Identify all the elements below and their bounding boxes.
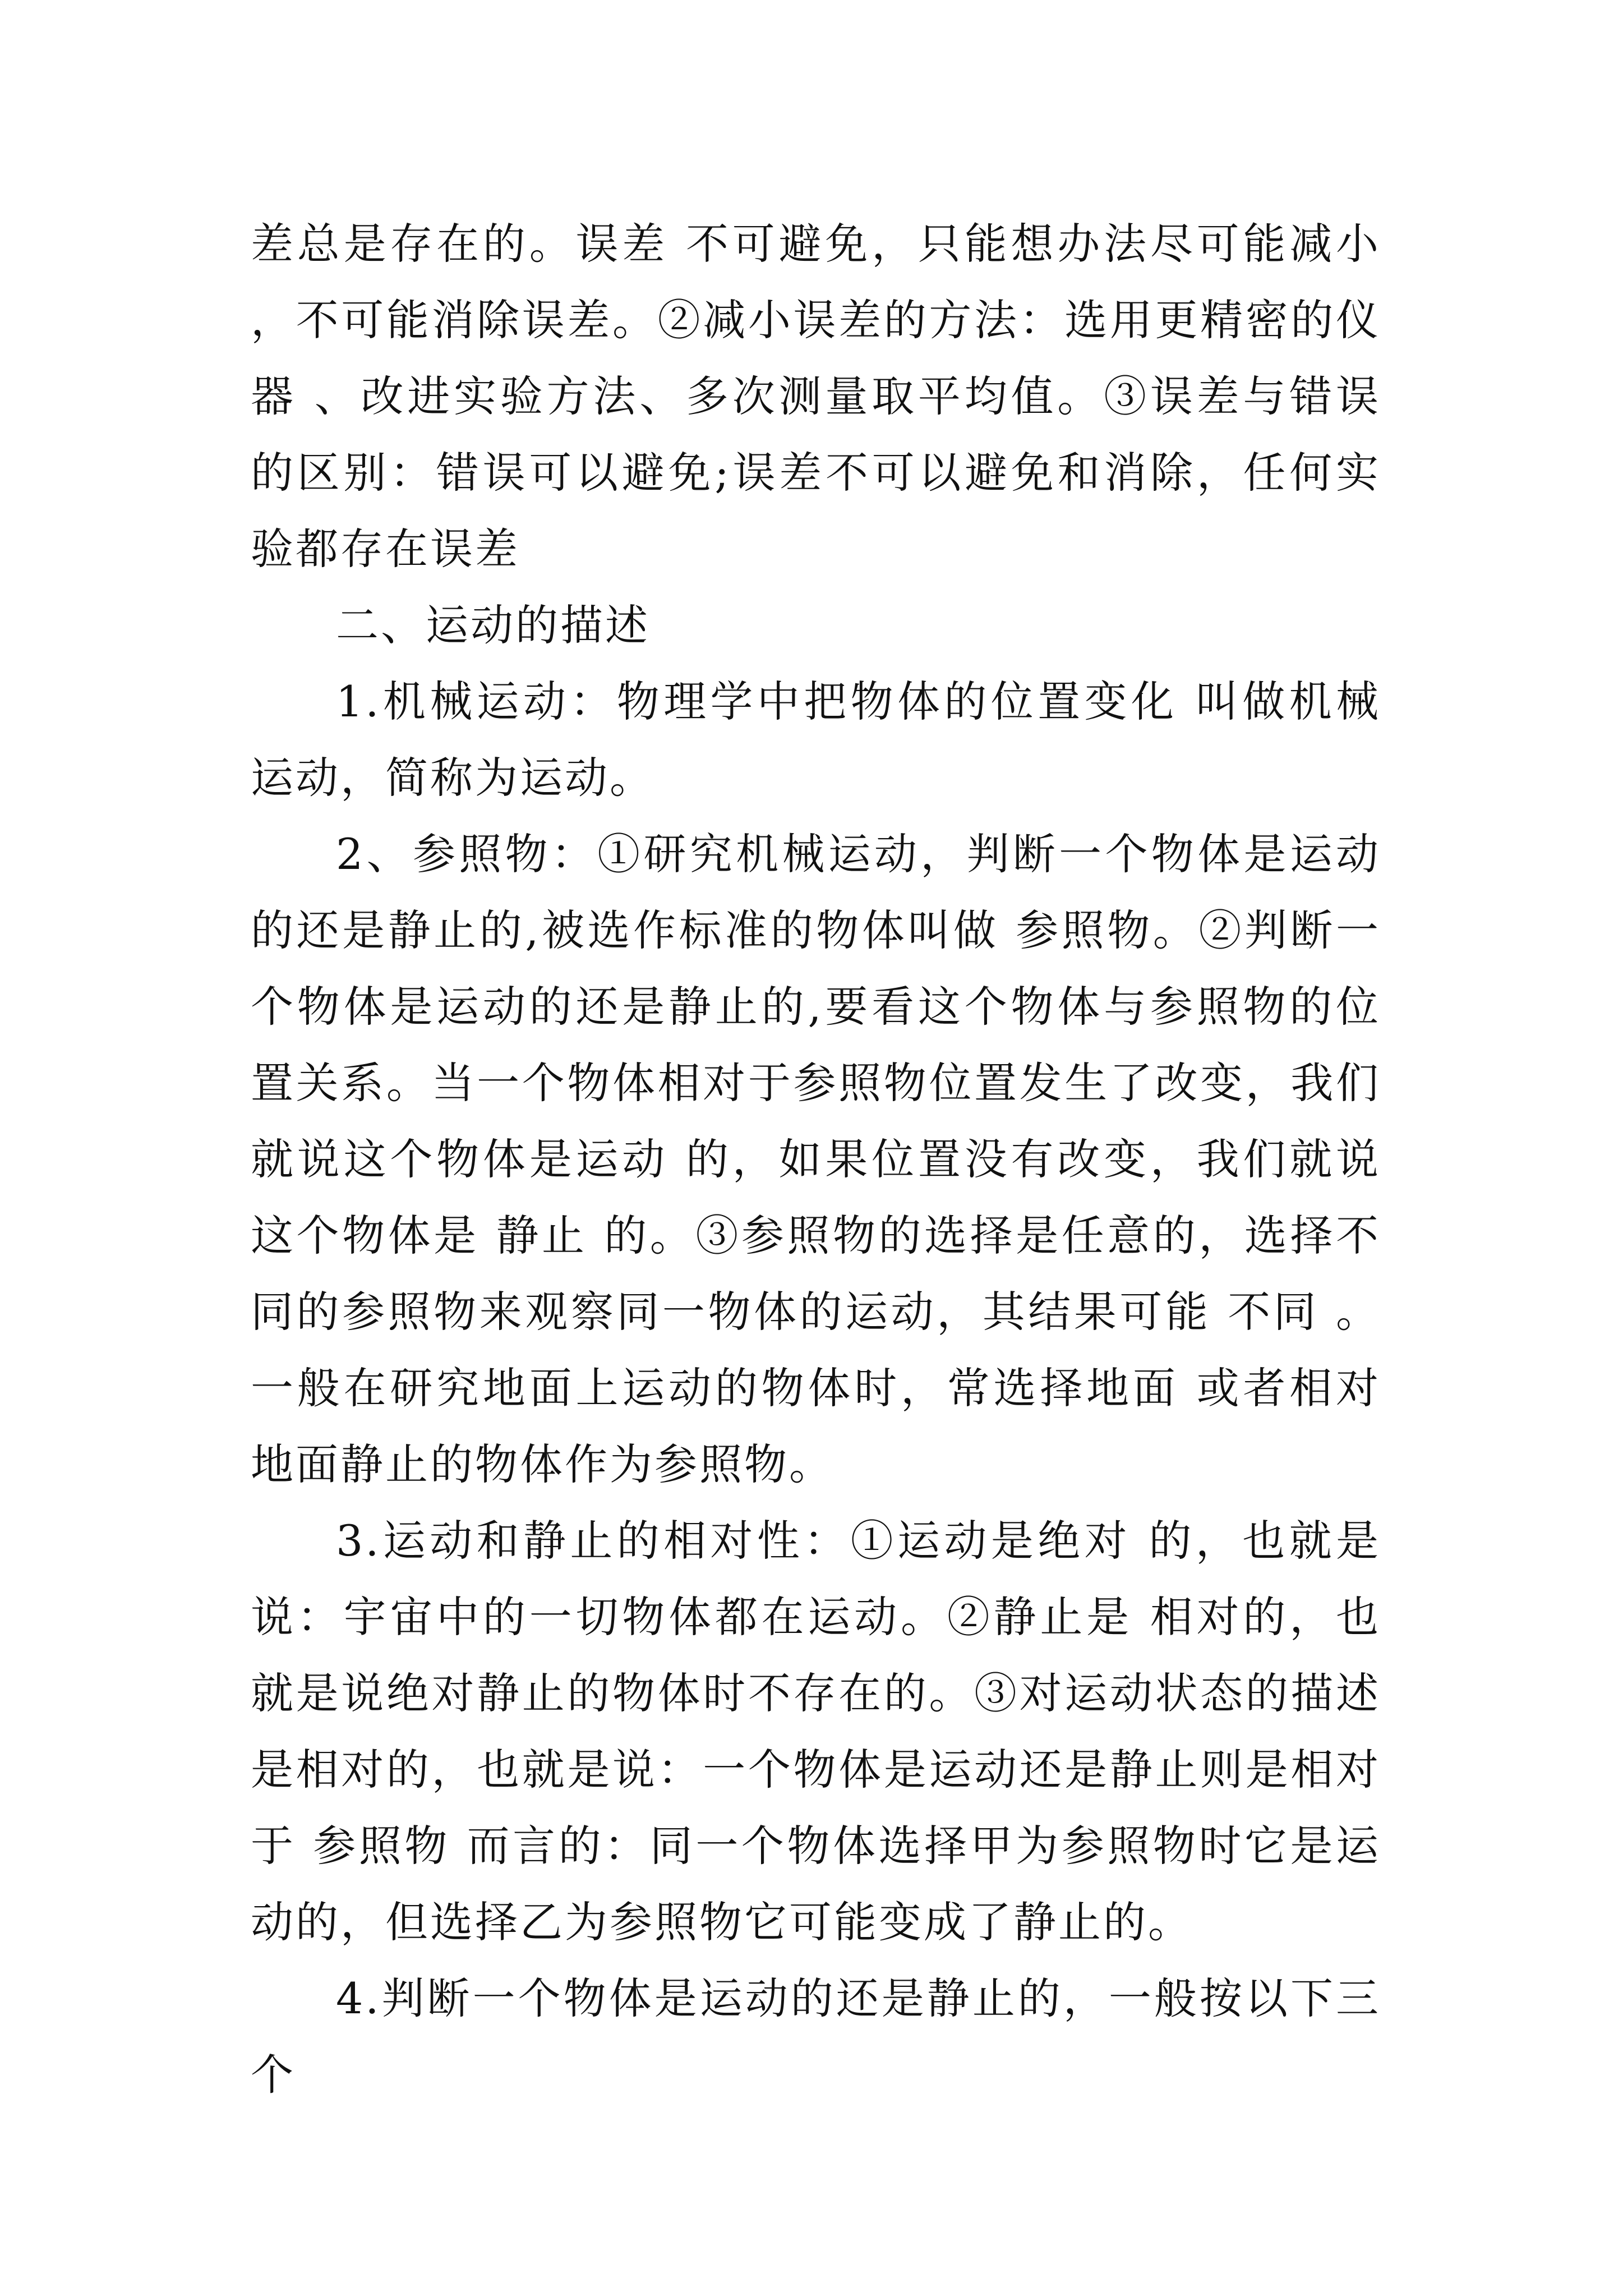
paragraph-judging-motion: 4.判断一个物体是运动的还是静止的，一般按以下三个	[251, 1973, 1381, 2100]
section-heading-motion-description: 二、运动的描述	[336, 600, 650, 650]
paragraph-mechanical-motion: 1.机械运动：物理学中把物体的位置变化 叫做机械运动，简称为运动。	[251, 677, 1381, 803]
paragraph-reference-object: 2、参照物：①研究机械运动，判断一个物体是运动的还是静止的,被选作标准的物体叫做 参照物。②判断一个物体是运动的还是静止的,要看这个物体与参照物的位置关系。当一个物体相对于参照物位置发生了改变，我们就说这个物体是运动 的，如果位置没有改变，我们就说这个物体是 静止 的。③参照物的选择是任意的，选择不同的参照物来观察同一物体的运动，其结果可能 不同 。一般在研究地面上运动的物体时，常选择地面 或者相对地面静止的物体作为参照物。	[251, 829, 1381, 1489]
paragraph-error-continuation: 差总是存在的。误差 不可避免，只能想办法尽可能减小，不可能消除误差。②减小误差的方法：选用更精密的仪器 、改进实验方法、多次测量取平均值。③误差与错误的区别：错误可以避免;误差不可以避免和消除，任何实验都存在误差	[251, 219, 1381, 574]
paragraph-relativity-of-motion: 3.运动和静止的相对性：①运动是绝对 的，也就是说：宇宙中的一切物体都在运动。②静止是 相对的，也就是说绝对静止的物体时不存在的。③对运动状态的描述是相对的，也就是说：一个物体是运动还是静止则是相对于 参照物 而言的：同一个物体选择甲为参照物时它是运动的，但选择乙为参照物它可能变成了静止的。	[251, 1516, 1381, 1947]
document-body	[251, 206, 1381, 2113]
